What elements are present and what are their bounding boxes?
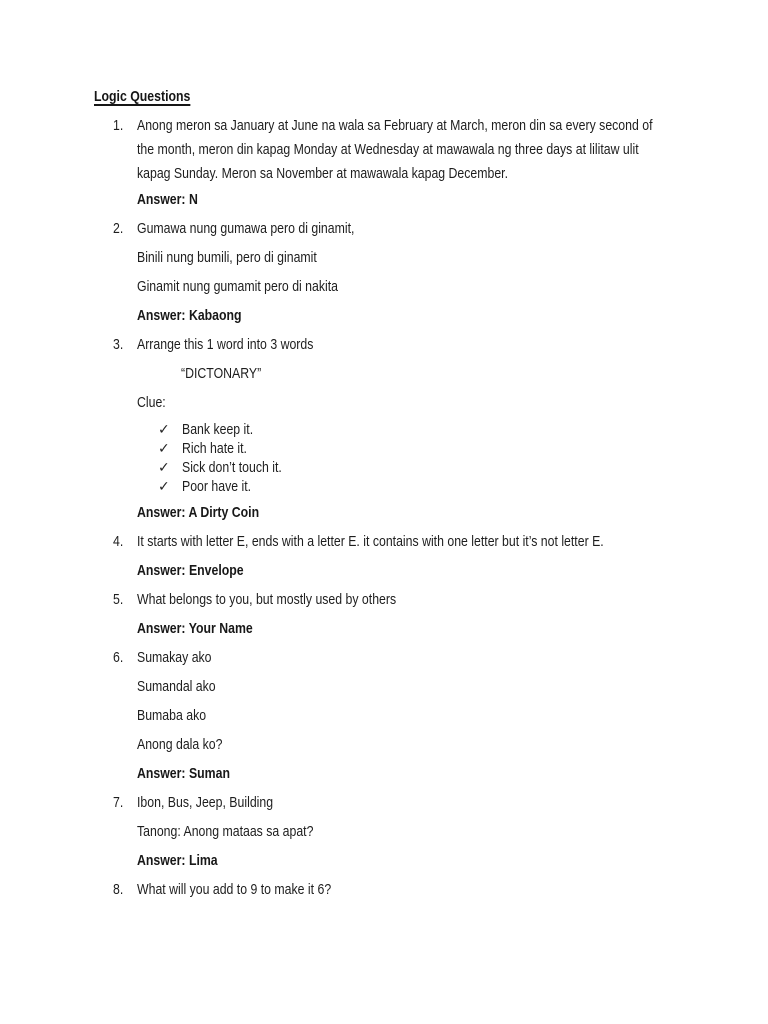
clue-item [137, 420, 768, 439]
answer-text: Answer: Suman [137, 765, 230, 782]
question-number: 8. [113, 881, 124, 898]
question-text [137, 114, 768, 186]
question-text-line: Sumakay ako [137, 649, 212, 666]
question-text-line: the month, meron din kapag Monday at Wednesday at mawawala ng three days at lilitaw ulit [137, 141, 639, 158]
question-item-3 [0, 333, 768, 525]
checkmark-icon: ✓ [158, 421, 170, 437]
question-text-line: Ibon, Bus, Jeep, Building [137, 794, 274, 811]
question-text-line: Anong meron sa January at June na wala sa February at March, meron din sa every second of [137, 117, 653, 134]
question-number: 7. [113, 794, 124, 811]
question-number: 1. [113, 117, 124, 134]
clue-item [137, 477, 768, 496]
question-item-8 [0, 878, 768, 902]
question-text-line: What belongs to you, but mostly used by others [137, 591, 397, 608]
clue-item-text: Rich hate it. [182, 440, 247, 457]
answer-text: Answer: Lima [137, 852, 218, 869]
question-item-6 [0, 646, 768, 786]
checkmark-icon: ✓ [158, 478, 170, 494]
question-text-line: Ginamit nung gumamit pero di nakita [137, 278, 339, 295]
question-number: 5. [113, 591, 124, 608]
clue-item [137, 458, 768, 477]
answer-text: Answer: Kabaong [137, 307, 242, 324]
clue-item-text: Poor have it. [182, 478, 252, 495]
question-text-line: Anong dala ko? [137, 736, 223, 753]
riddle-word [137, 362, 768, 386]
clue-item-text: Bank keep it. [182, 421, 254, 438]
answer-text: Answer: N [137, 191, 198, 208]
checkmark-icon: ✓ [158, 440, 170, 456]
question-text-line: Arrange this 1 word into 3 words [137, 336, 314, 353]
question-text-line: What will you add to 9 to make it 6? [137, 881, 332, 898]
clue-item [137, 439, 768, 458]
clue-checklist [137, 420, 768, 496]
question-item-2 [0, 217, 768, 328]
document-title: Logic Questions [94, 88, 191, 105]
riddle-word-text: “DICTONARY” [181, 365, 262, 382]
question-number: 6. [113, 649, 124, 666]
question-text-line: Bumaba ako [137, 707, 207, 724]
question-number: 2. [113, 220, 124, 237]
answer-text: Answer: Envelope [137, 562, 244, 579]
checkmark-icon: ✓ [158, 459, 170, 475]
question-text-line: Binili nung bumili, pero di ginamit [137, 249, 317, 266]
answer-text: Answer: A Dirty Coin [137, 504, 260, 521]
question-item-4 [0, 530, 768, 583]
question-number: 3. [113, 336, 124, 353]
question-item-5 [0, 588, 768, 641]
question-text-line: Sumandal ako [137, 678, 216, 695]
question-number: 4. [113, 533, 124, 550]
question-item-1 [0, 114, 768, 212]
question-text-line: Gumawa nung gumawa pero di ginamit, [137, 220, 355, 237]
question-text-line: kapag Sunday. Meron sa November at mawawala kapag December. [137, 165, 509, 182]
question-text-line: Tanong: Anong mataas sa apat? [137, 823, 314, 840]
answer-text: Answer: Your Name [137, 620, 253, 637]
question-text-line: It starts with letter E, ends with a letter E. it contains with one letter but it’s not letter E. [137, 533, 604, 550]
clue-label: Clue: [137, 394, 166, 411]
question-item-7 [0, 791, 768, 873]
clue-item-text: Sick don’t touch it. [182, 459, 282, 476]
